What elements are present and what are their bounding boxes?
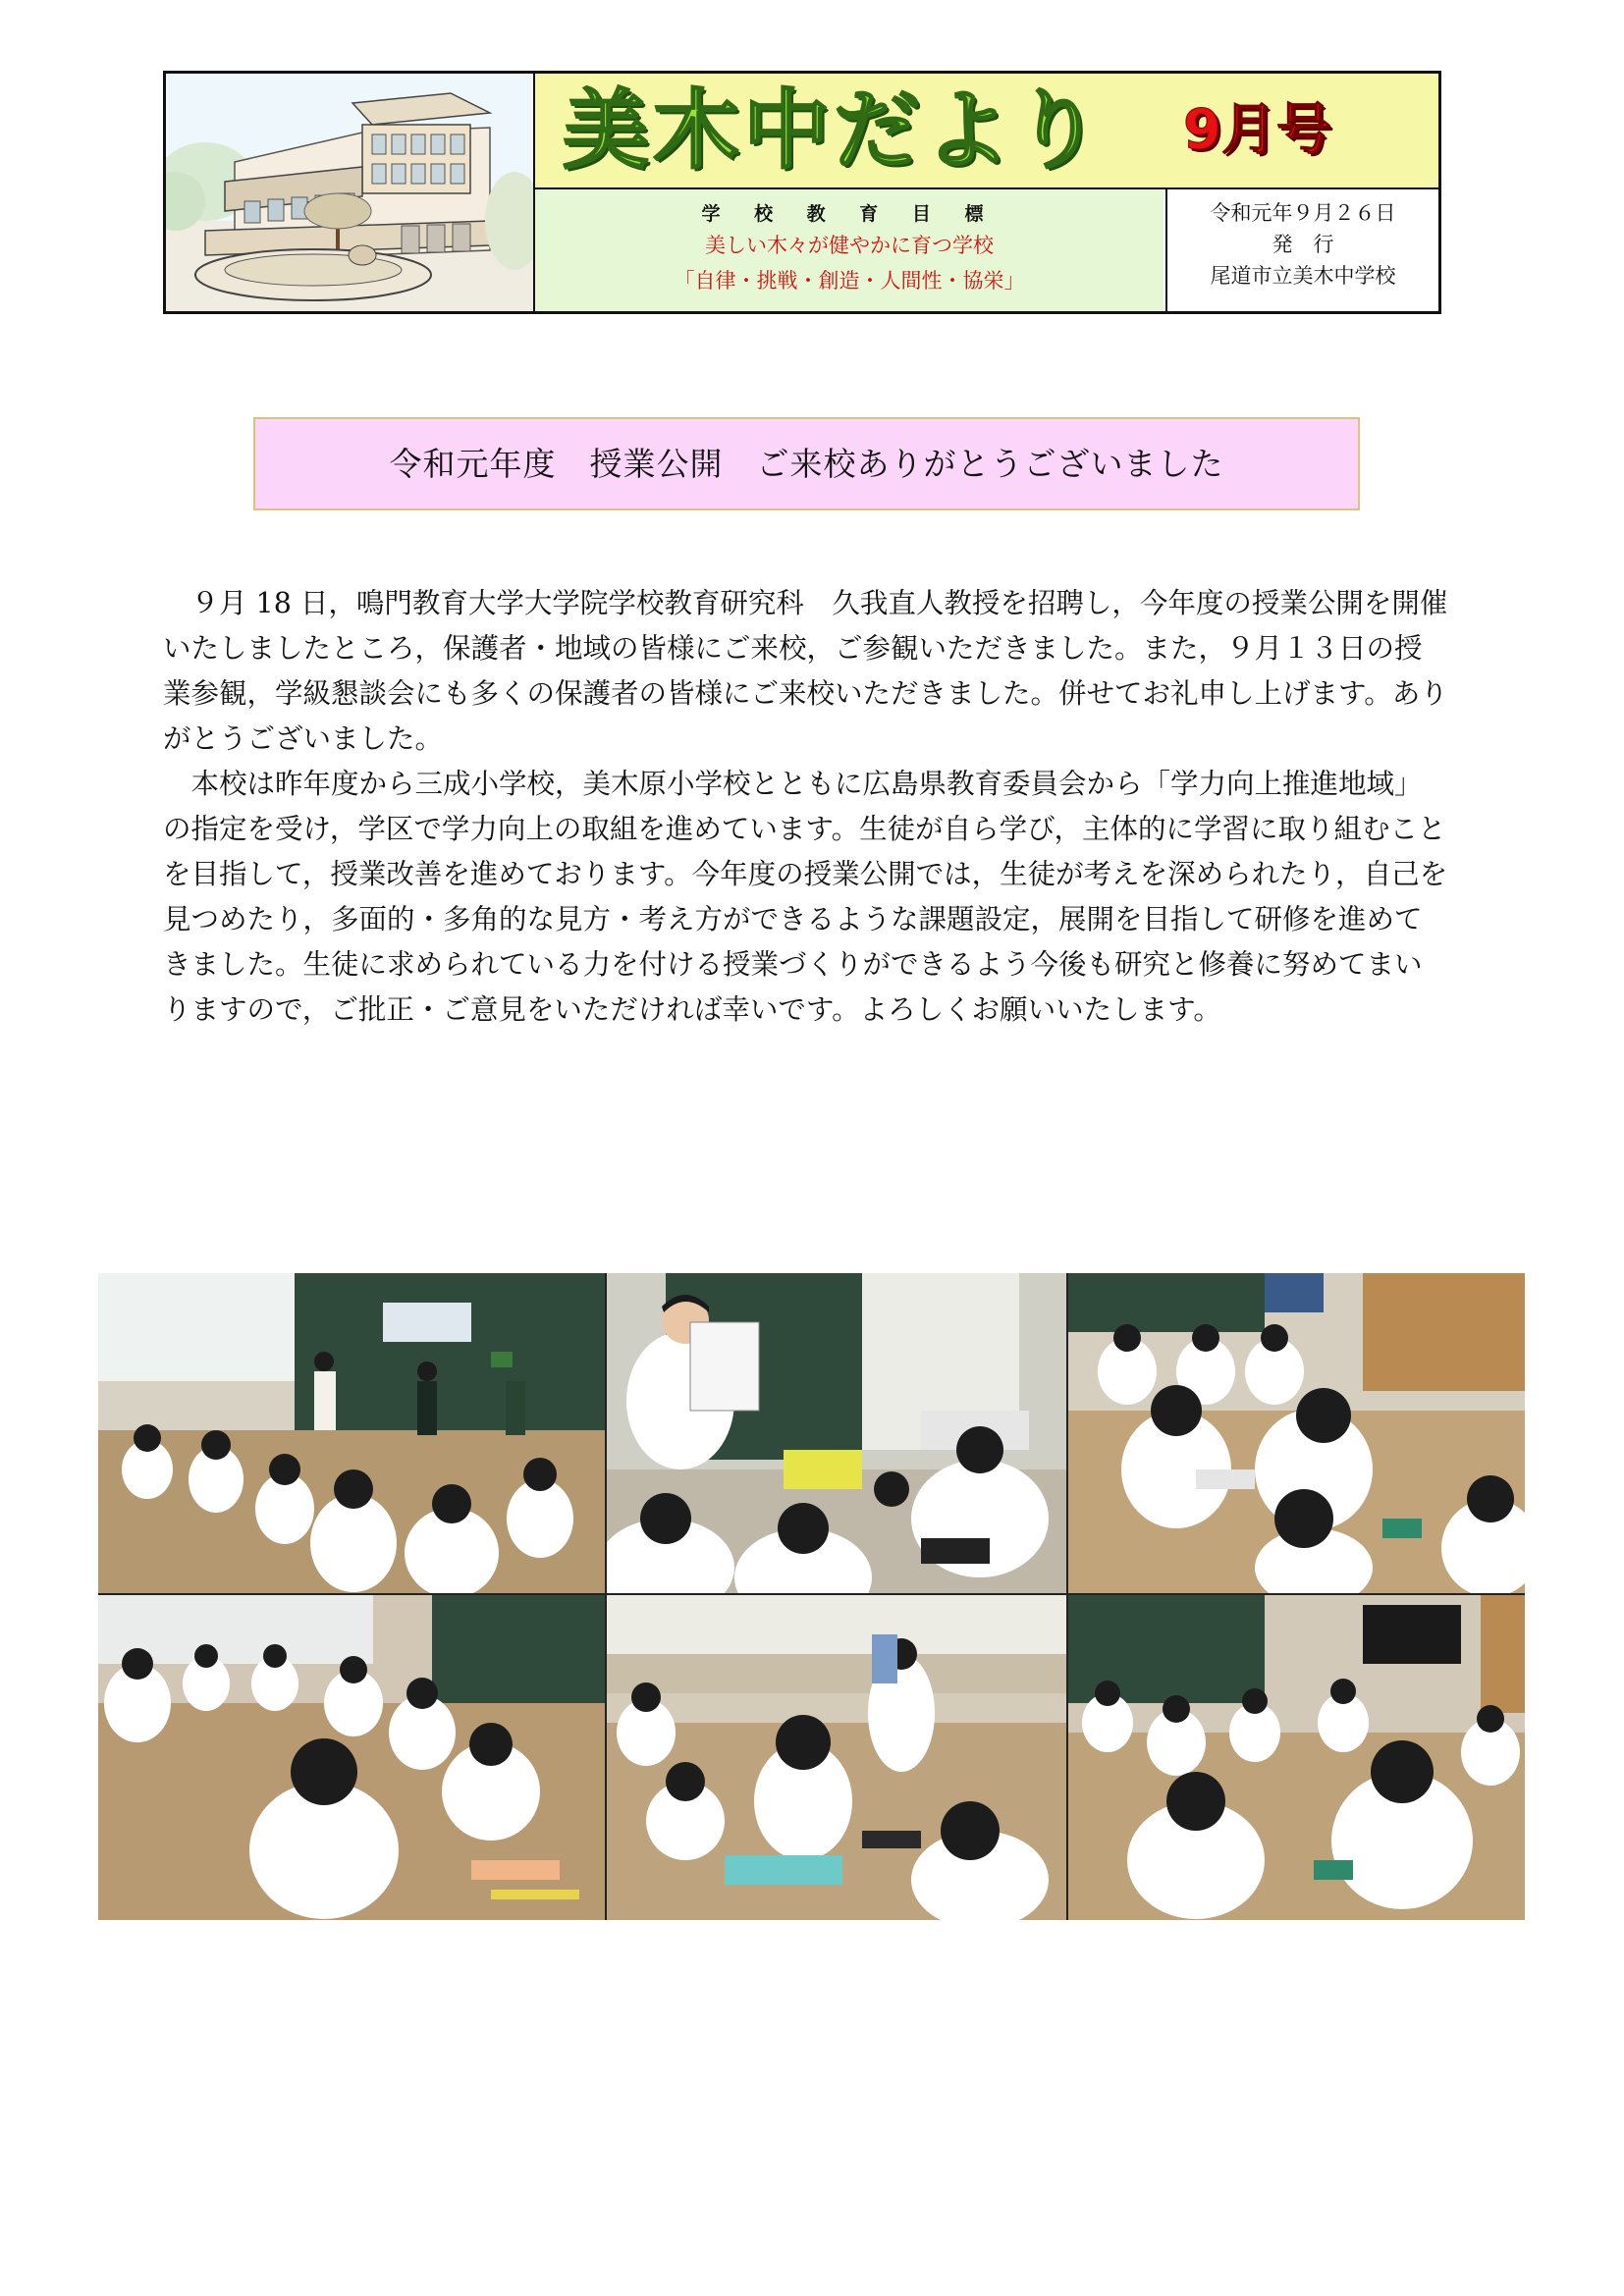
- school-building-image: [166, 74, 533, 311]
- body-paragraph: 本校は昨年度から三成小学校，美木原小学校とともに広島県教育委員会から「学力向上推進地域」の指定を受け，学区で学力向上の取組を進めています。生徒が自ら学び，主体的に学習に取り組むことを目指して，授業改善を進めております。今年度の授業公開では，生徒が考えを深められたり，自己を見つめたり，多面的・多角的な見方・考え方ができるような課題設定，展開を目指して研修を進めてきました。生徒に求められている力を付ける授業づくりができるよう今後も研究と修養に努めてまいりますので，ご批正・ご意見をいただければ幸いです。よろしくお願いいたします。: [163, 768, 1448, 1026]
- classroom-window-photo: [98, 1595, 605, 1920]
- teacher-photo: [607, 1273, 1066, 1593]
- school-goals: [535, 189, 1164, 311]
- classroom-tv-photo: [1068, 1595, 1525, 1920]
- group-work-photo: [607, 1595, 1066, 1920]
- issue-publisher: 尾道市立美木中学校: [1210, 264, 1396, 288]
- issue-published: 発 行: [1272, 233, 1334, 256]
- students-desk-photo: [1068, 1273, 1525, 1593]
- classroom-photo: [98, 1273, 605, 1593]
- newsletter-title: 美木中だより: [563, 80, 1106, 181]
- issue-info: [1165, 189, 1438, 311]
- issue-label: 9月号: [1183, 98, 1331, 162]
- class-photo-collage: [98, 1273, 1525, 1920]
- newsletter-title-area: [535, 74, 1438, 189]
- body-paragraph: ９月 18 日，鳴門教育大学大学院学校教育研究科 久我直人教授を招聘し，今年度の授業公開を開催いたしましたところ，保護者・地域の皆様にご来校，ご参観いただきました。また，９月１３日の授業参観，学級懇談会にも多くの保護者の皆様にご来校いただきました。併せてお礼申し上げます。ありがとうございました。: [163, 587, 1448, 755]
- goals-heading: 学 校 教 育 目 標: [701, 203, 998, 225]
- school-building-illustration: [166, 74, 535, 311]
- goals-motto: 美しい木々が健やかに育つ学校: [705, 234, 994, 257]
- article-body: [163, 581, 1449, 1033]
- goals-values: 「自律・挑戦・創造・人間性・協栄」: [674, 269, 1025, 293]
- issue-date: 令和元年９月２６日: [1210, 201, 1396, 225]
- article-banner: 令和元年度 授業公開 ご来校ありがとうございました: [253, 417, 1360, 510]
- masthead: [163, 71, 1441, 314]
